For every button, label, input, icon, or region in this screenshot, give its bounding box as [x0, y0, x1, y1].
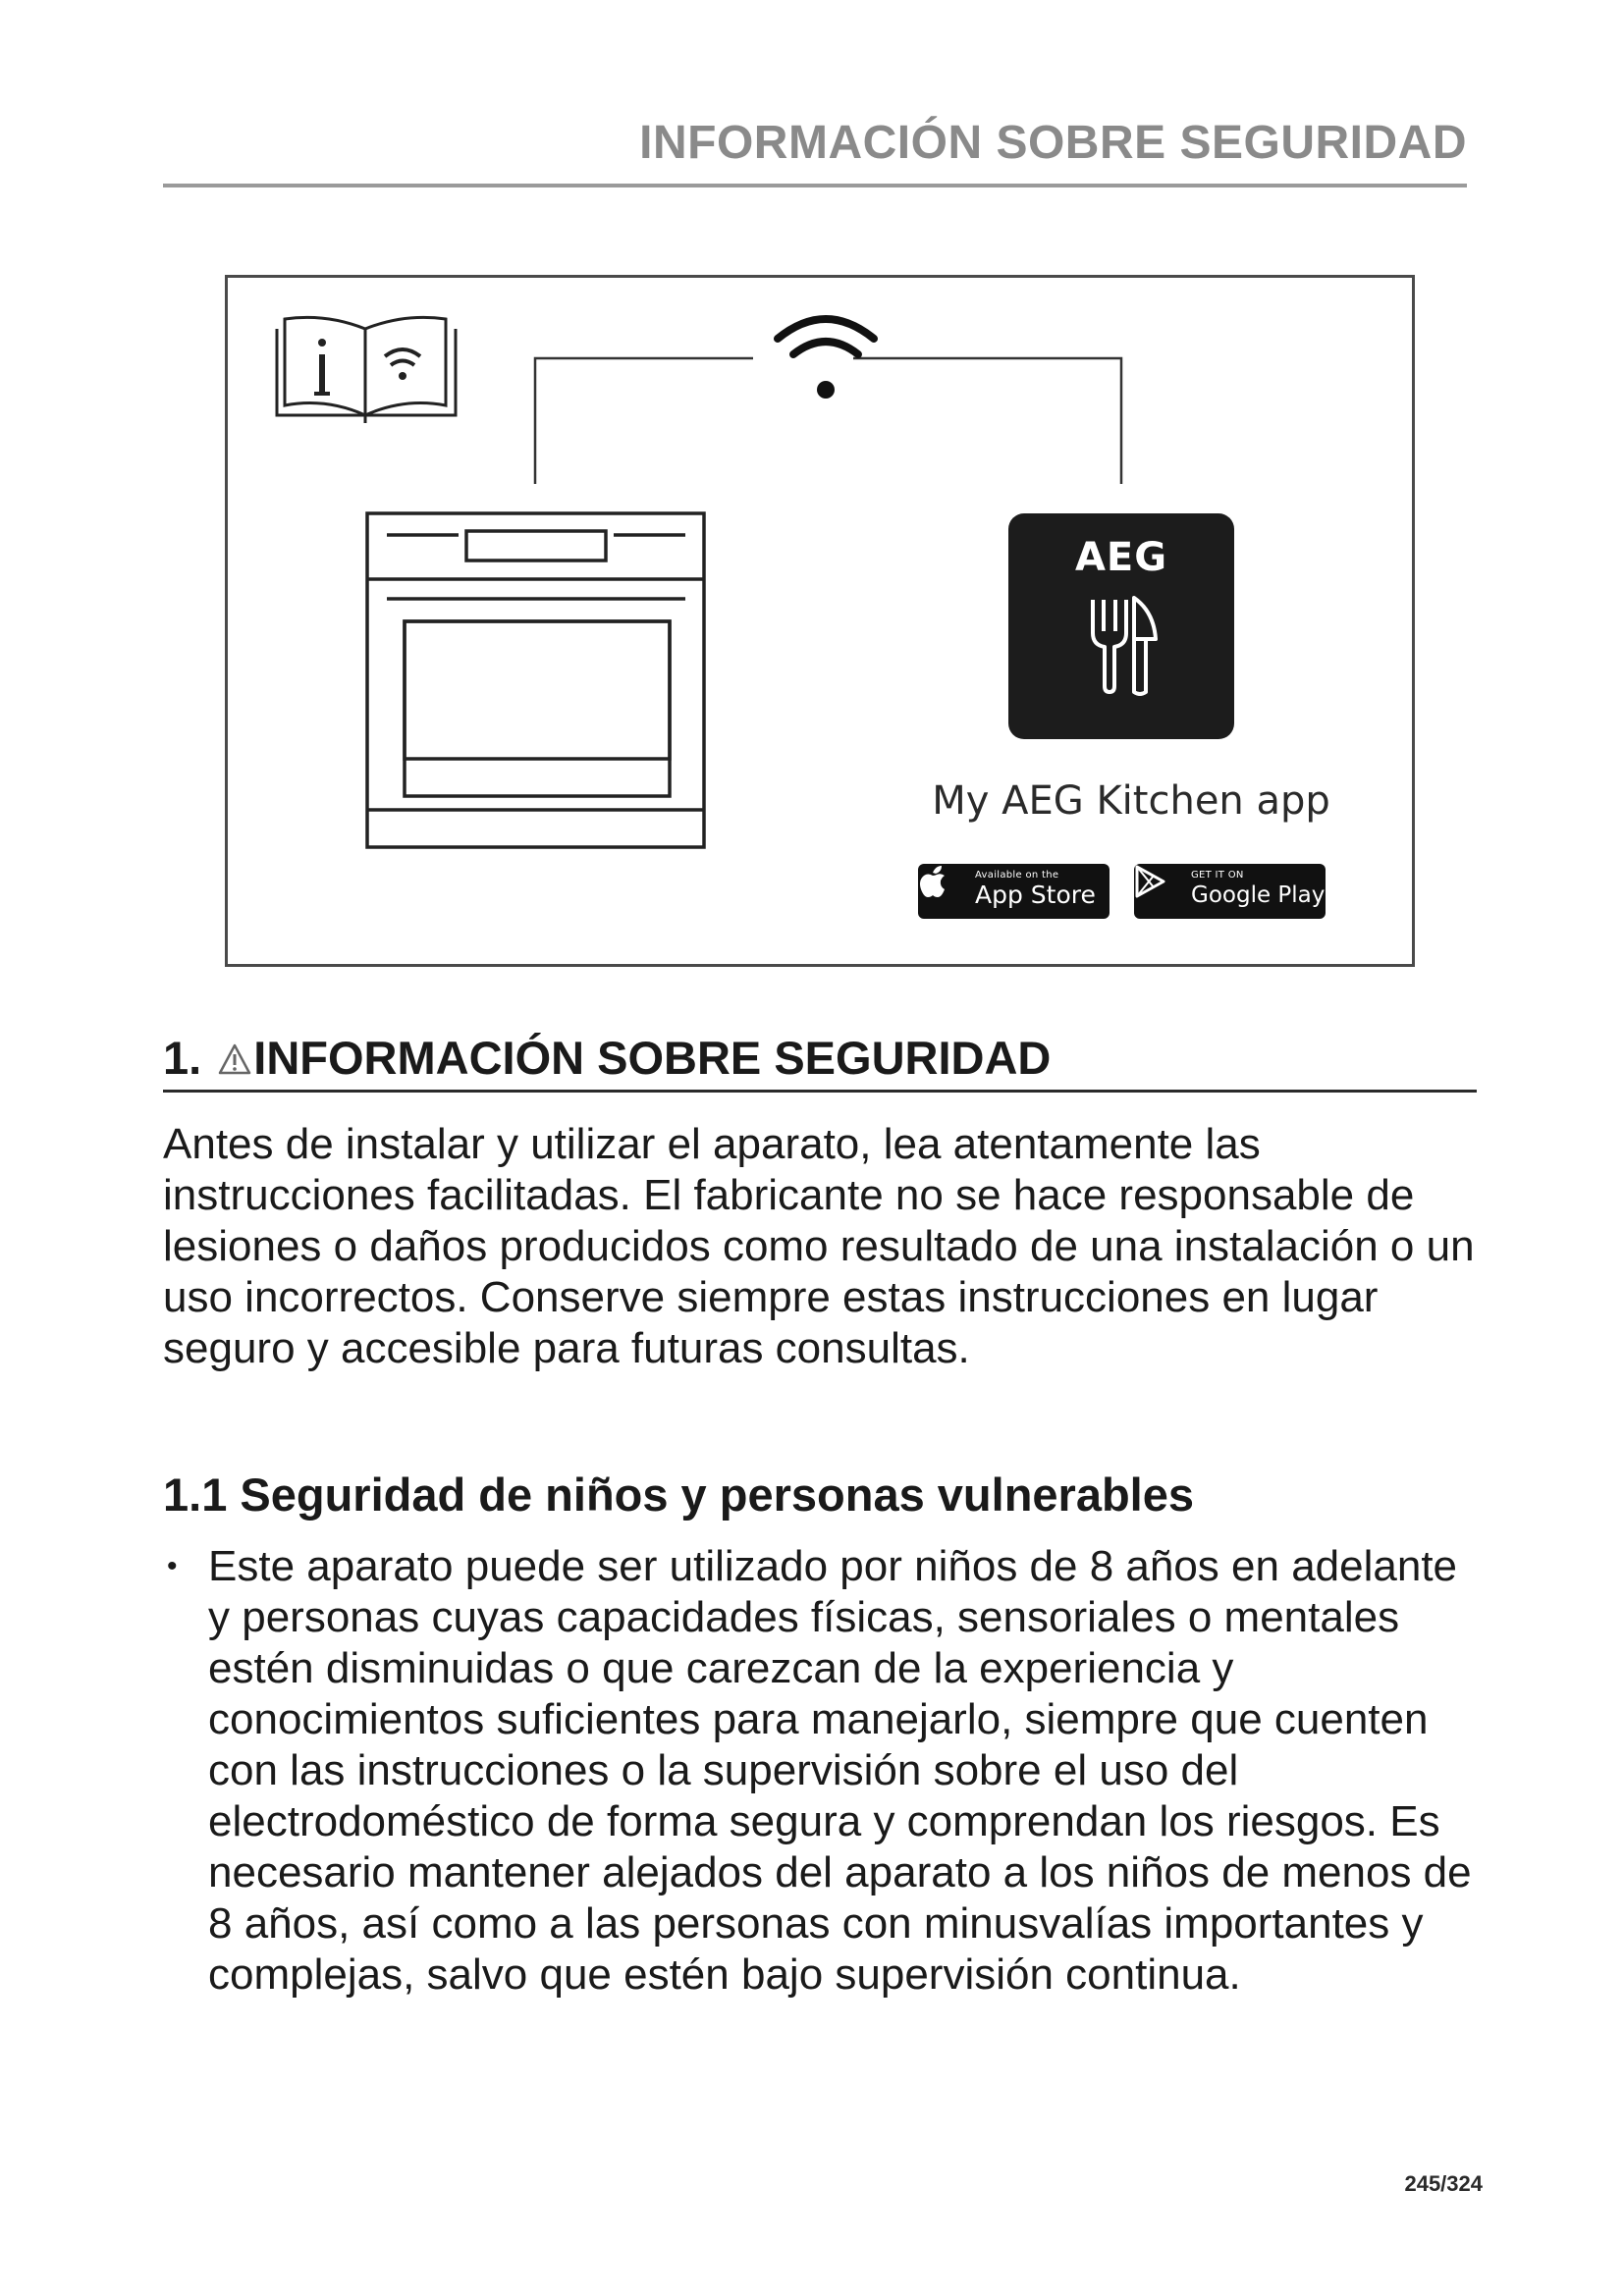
bullet-icon: •	[167, 1550, 178, 1582]
running-header: INFORMACIÓN SOBRE SEGURIDAD	[639, 117, 1467, 169]
google-play-small-text: GET IT ON	[1191, 870, 1244, 881]
bullet-list	[163, 1541, 1479, 2001]
section-heading	[163, 1031, 1051, 1085]
app-store-text: App Store	[975, 881, 1096, 909]
app-store-badge[interactable]	[918, 864, 1110, 919]
app-store-small-text: Available on the	[975, 870, 1059, 881]
oven-icon	[367, 513, 704, 847]
apple-icon	[918, 864, 947, 899]
warning-icon	[218, 1042, 251, 1076]
google-play-badge[interactable]	[1134, 864, 1326, 919]
play-icon	[1134, 864, 1167, 899]
connectivity-figure	[225, 275, 1415, 967]
cutlery-icon	[1008, 513, 1234, 739]
aeg-app-tile[interactable]	[1008, 513, 1234, 739]
intro-paragraph: Antes de instalar y utilizar el aparato, lea atentamente las instrucciones facilitadas. El fabricante no se hace responsable de lesiones o daños producidos como resultado de una instalación o un uso incorrectos. Conserve siempre estas instrucciones en lugar seguro y accesible para futuras consultas.	[163, 1120, 1475, 1372]
figure-drawing	[228, 278, 1412, 964]
list-item	[163, 1541, 1479, 2001]
header-divider	[163, 184, 1467, 187]
list-item-text: Este aparato puede ser utilizado por niños de 8 años en adelante y personas cuyas capacidades físicas, sensoriales o mentales estén disminuidas o que carezcan de la experiencia y conocimientos suficientes para manejarlo, siempre que cuenten con las instrucciones o la supervisión sobre el uso del electrodoméstico de forma segura y comprendan los riesgos. Es necesario mantener alejados del aparato a los niños de menos de 8 años, así como a las personas con minusvalías importantes y complejas, salvo que estén bajo supervisión continua.	[208, 1542, 1472, 1999]
connection-lines	[535, 358, 1121, 484]
book-info-wifi-icon	[277, 317, 456, 423]
page-number: 245/324	[1404, 2171, 1483, 2196]
app-caption: My AEG Kitchen app	[932, 778, 1330, 824]
google-play-text: Google Play	[1191, 882, 1326, 908]
section-title-text: INFORMACIÓN SOBRE SEGURIDAD	[253, 1032, 1052, 1084]
section-number: 1.	[163, 1032, 202, 1084]
section-divider	[163, 1090, 1477, 1093]
aeg-logo: AEG	[1074, 535, 1168, 580]
subsection-heading: 1.1 Seguridad de niños y personas vulnerables	[163, 1468, 1195, 1521]
